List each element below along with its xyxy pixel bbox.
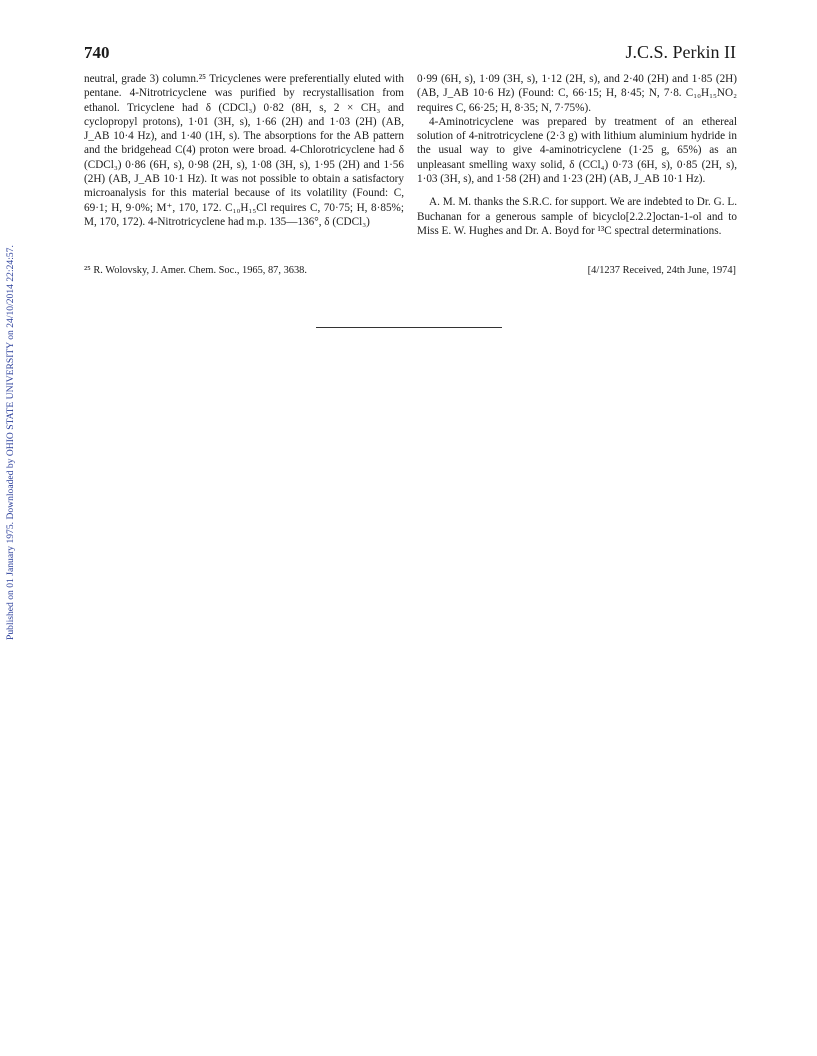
- end-of-article-rule: [316, 327, 502, 328]
- journal-title: J.C.S. Perkin II: [625, 42, 736, 62]
- download-watermark: [4, 170, 18, 640]
- paragraph-aminotricyclene: 4-Aminotricyclene was prepared by treatment of an ethereal solution of 4-nitrotricyclene (2·3 g) with lithium aluminium hydride in the usual way to give 4-aminotricyclene (1·25 g, 65%) as an unpleasant smelling waxy solid, δ (CCl₄) 0·73 (6H, s), 0·85 (2H, s), 1·03 (3H, s), and 1·58 (2H) and 1·23 (2H) (AB, J_AB 10·1 Hz).: [417, 115, 737, 186]
- paragraph-experimental-tricyclenes: neutral, grade 3) column.²⁵ Tricyclenes were preferentially eluted with pentane. 4-Nitrotricyclene was purified by recrystallisation from ethanol. Tricyclene had δ (CDCl₃) 0·82 (8H, s, 2 × CH₃ and cyclopropyl protons), 1·01 (3H, s), 1·66 (2H) and 1·03 (2H) (AB, J_AB 10·4 Hz), and 1·40 (1H, s). The absorptions for the AB pattern and the bridgehead C(4) proton were broad. 4-Chlorotricyclene had δ (CDCl₃) 0·86 (6H, s), 0·98 (2H, s), 1·08 (3H, s), 1·95 (2H) and 1·56 (2H) (AB, J_AB 10·1 Hz). It was not possible to obtain a satisfactory microanalysis for this material because of its volatility (Found: C, 69·1; H, 9·0%; M⁺, 170, 172. C₁₀H₁₅Cl requires C, 70·75; H, 8·85%; M, 170, 172). 4-Nitrotricyclene had m.p. 135—136°, δ (CDCl₃): [84, 73, 404, 228]
- received-date: [4/1237 Received, 24th June, 1974]: [587, 265, 736, 276]
- right-column: [417, 72, 737, 238]
- footnote-reference-25: ²⁵ R. Wolovsky, J. Amer. Chem. Soc., 1965, 87, 3638.: [84, 265, 307, 276]
- left-column: [84, 72, 404, 229]
- page-number: 740: [84, 43, 110, 62]
- paragraph-acknowledgements: A. M. M. thanks the S.R.C. for support. We are indebted to Dr. G. L. Buchanan for a generous sample of bicyclo[2.2.2]octan-1-ol and to Miss E. W. Hughes and Dr. A. Boyd for ¹³C spectral determinations.: [417, 196, 737, 237]
- download-watermark-text: Published on 01 January 1975. Downloaded by OHIO STATE UNIVERSITY on 24/10/2014 22:24:57.: [5, 245, 16, 640]
- paragraph-nitrotricyclene-data: 0·99 (6H, s), 1·09 (3H, s), 1·12 (2H, s), and 2·40 (2H) and 1·85 (2H) (AB, J_AB 10·6 Hz) (Found: C, 66·15; H, 8·45; N, 7·8. C₁₀H₁₅NO₂ requires C, 66·25; H, 8·35; N, 7·75%).: [417, 73, 737, 114]
